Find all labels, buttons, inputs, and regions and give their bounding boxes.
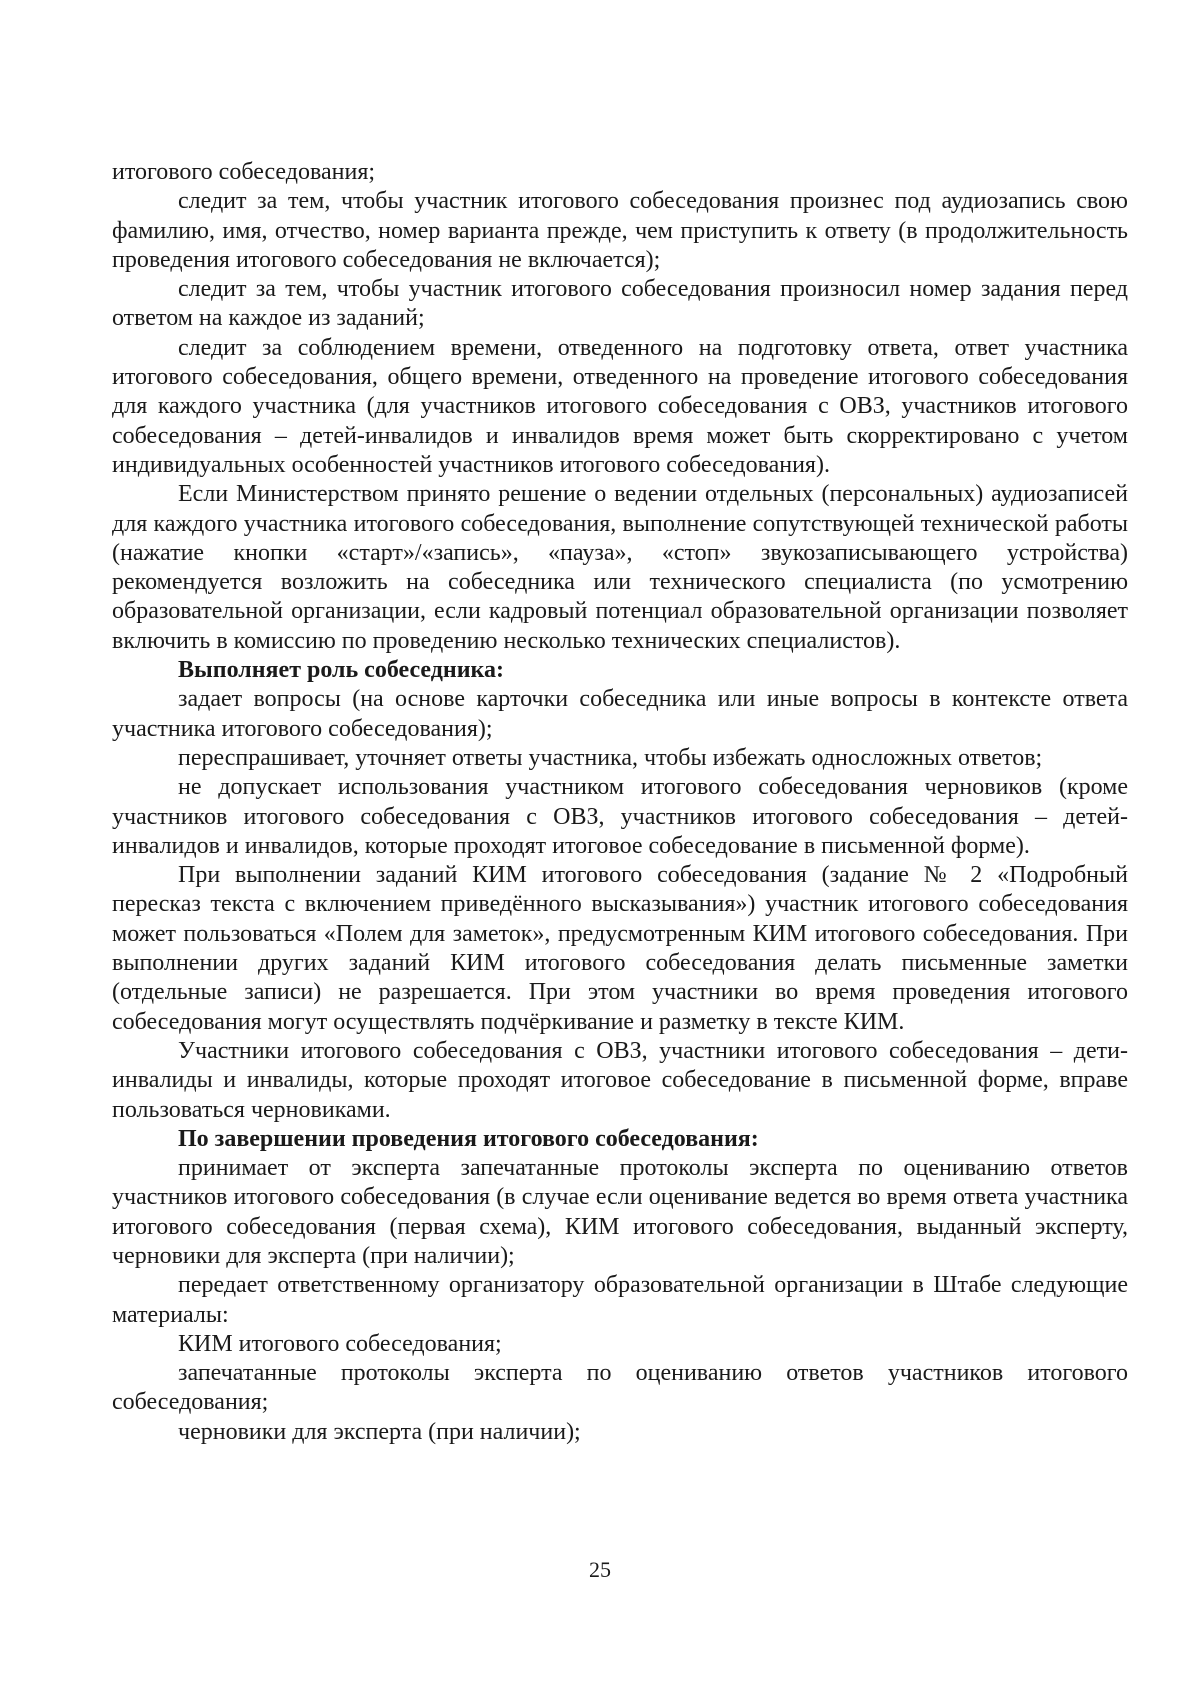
- paragraph-audio-name: следит за тем, чтобы участник итогового собеседования произнес под аудиозапись свою фамилию, имя, отчество, номер варианта прежде, чем приступить к ответу (в продолжительность проведения итогового собеседования не включается);: [112, 188, 1128, 273]
- list-item-sealed-protocols: запечатанные протоколы эксперта по оцениванию ответов участников итогового собеседования;: [112, 1360, 1128, 1416]
- paragraph-asks-questions: задает вопросы (на основе карточки собеседника или иные вопросы в контексте ответа участника итогового собеседования);: [112, 686, 1128, 742]
- paragraph-no-drafts: не допускает использования участником итогового собеседования черновиков (кроме участников итогового собеседования с ОВЗ, участников итогового собеседования – детей-инвалидов и инвалидов, которые проходят итоговое собеседование в письменной форме).: [112, 774, 1128, 859]
- list-item-expert-drafts: черновики для эксперта (при наличии);: [178, 1418, 581, 1445]
- paragraph-task-number: следит за тем, чтобы участник итогового собеседования произносил номер задания перед ответом на каждое из заданий;: [112, 276, 1128, 332]
- paragraph-receives-protocols: принимает от эксперта запечатанные протоколы эксперта по оцениванию ответов участников итогового собеседования (в случае если оценивание ведется во время ответа участника итогового собеседования (первая схема), КИМ итогового собеседования, выданный эксперту, черновики для эксперта (при наличии);: [112, 1155, 1128, 1269]
- paragraph-notes-field: При выполнении заданий КИМ итогового собеседования (задание № 2 «Подробный пересказ текста с включением приведённого высказывания») участник итогового собеседования может пользоваться «Полем для заметок», предусмотренным КИМ итогового собеседования. При выполнении других заданий КИМ итогового собеседования делать письменные заметки (отдельные записи) не разрешается. При этом участники во время проведения итогового собеседования могут осуществлять подчёркивание и разметку в тексте КИМ.: [112, 862, 1128, 1035]
- paragraph-clarifies: переспрашивает, уточняет ответы участника, чтобы избежать односложных ответов;: [178, 744, 1043, 771]
- paragraph-ministry-decision: Если Министерством принято решение о ведении отдельных (персональных) аудиозаписей для каждого участника итогового собеседования, выполнение сопутствующей технической работы (нажатие кнопки «старт»/«запись», «пауза», «стоп» звукозаписывающего устройства) рекомендуется возложить на собеседника или технического специалиста (по усмотрению образовательной организации, если кадровый потенциал образовательной организации позволяет включить в комиссию по проведению несколько технических специалистов).: [112, 481, 1128, 654]
- heading-after-completion: По завершении проведения итогового собеседования:: [178, 1125, 759, 1152]
- heading-interlocutor-role: Выполняет роль собеседника:: [178, 657, 504, 684]
- document-body: [112, 158, 1128, 1447]
- paragraph-time-control: следит за соблюдением времени, отведенного на подготовку ответа, ответ участника итогового собеседования, общего времени, отведенного на проведение итогового собеседования для каждого участника (для участников итогового собеседования с ОВЗ, участников итогового собеседования – детей-инвалидов и инвалидов время может быть скорректировано с учетом индивидуальных особенностей участников итогового собеседования).: [112, 334, 1128, 478]
- paragraph-continuation: итогового собеседования;: [112, 159, 376, 185]
- page-number: 25: [589, 1557, 611, 1582]
- paragraph-transfers-materials: передает ответственному организатору образовательной организации в Штабе следующие материалы:: [112, 1272, 1128, 1328]
- list-item-kim: КИМ итогового собеседования;: [178, 1330, 502, 1357]
- paragraph-ovz-drafts: Участники итогового собеседования с ОВЗ, участники итогового собеседования – дети-инвалиды и инвалиды, которые проходят итоговое собеседование в письменной форме, вправе пользоваться черновиками.: [112, 1037, 1128, 1123]
